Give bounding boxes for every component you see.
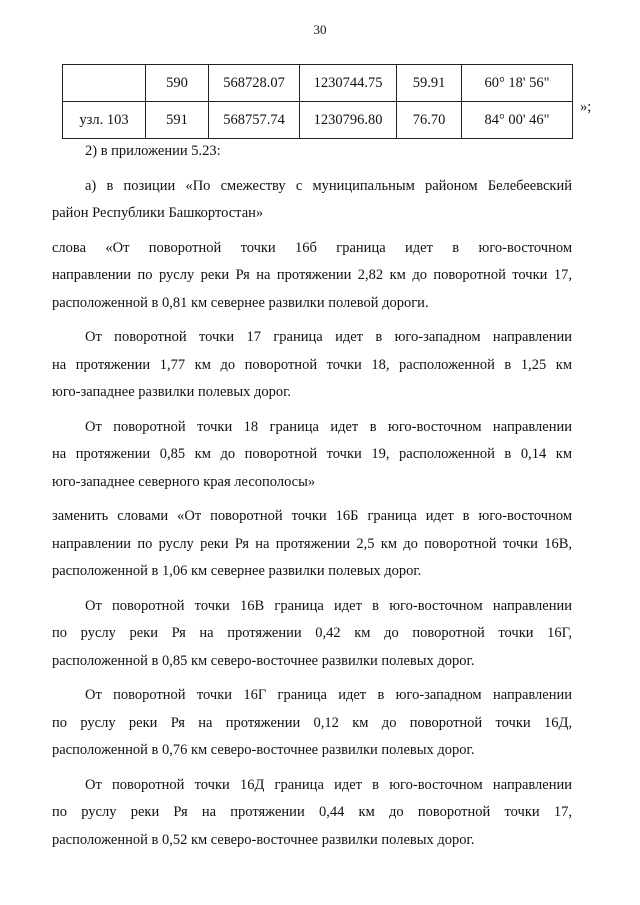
table-cell-distance: 76.70 [397, 102, 462, 139]
text-line: а) в позиции «По смежеству с муниципальным районом Белебеевский [85, 177, 572, 194]
table-cell-y: 1230744.75 [300, 65, 397, 102]
table-cell-point: 591 [146, 102, 209, 139]
table-cell-angle: 60° 18' 56" [462, 65, 573, 102]
paragraph [52, 682, 572, 765]
text-line: слова «От поворотной точки 16б граница идет в юго-восточном [52, 239, 572, 256]
text-line: расположенной в 0,52 км северо-восточнее развилки полевых дорог. [52, 831, 475, 848]
table-cell-x: 568728.07 [209, 65, 300, 102]
text-line: расположенной в 0,85 км северо-восточнее развилки полевых дорог. [52, 652, 475, 669]
paragraph [52, 138, 572, 166]
text-line: юго-западнее северного края лесополосы» [52, 473, 316, 490]
page-number: 30 [313, 22, 327, 37]
text-line: расположенной в 0,76 км северо-восточнее развилки полевых дорог. [52, 742, 475, 758]
table-row [63, 102, 573, 139]
text-line: расположенной в 1,06 км севернее развилки полевых дорог. [52, 563, 422, 579]
text-line: 2) в приложении 5.23: [85, 143, 221, 159]
text-line: на протяжении 1,77 км до поворотной точки 18, расположенной в 1,25 км [52, 356, 572, 373]
table-cell-angle: 84° 00' 46" [462, 102, 573, 139]
paragraph [52, 772, 572, 855]
paragraph [52, 593, 572, 676]
text-line: направлении по руслу реки Ря на протяжении 2,82 км до поворотной точки 17, [52, 267, 572, 283]
text-line: направлении по руслу реки Ря на протяжении 2,5 км до поворотной точки 16В, [52, 535, 572, 552]
paragraph [52, 173, 572, 228]
text-line: От поворотной точки 16В граница идет в юго-восточном направлении [85, 597, 572, 614]
paragraph [52, 503, 572, 586]
text-line: От поворотной точки 16Д граница идет в юго-восточном направлении [85, 776, 572, 793]
text-line: по руслу реки Ря на протяжении 0,12 км до поворотной точки 16Д, [52, 714, 572, 731]
text-line: заменить словами «От поворотной точки 16Б граница идет в юго-восточном [52, 508, 572, 524]
paragraph [52, 414, 572, 497]
text-line: расположенной в 0,81 км севернее развилки полевой дороги. [52, 294, 429, 311]
table-cell-y: 1230796.80 [300, 102, 397, 139]
text-line: по руслу реки Ря на протяжении 0,44 км до поворотной точки 17, [52, 804, 572, 820]
text-line: по руслу реки Ря на протяжении 0,42 км до поворотной точки 16Г, [52, 625, 572, 641]
document-body [52, 138, 572, 861]
table-closing-quote: »; [580, 99, 592, 115]
text-line: юго-западнее развилки полевых дорог. [52, 384, 292, 400]
text-line: От поворотной точки 18 граница идет в юго-восточном направлении [85, 418, 572, 435]
table-row [63, 65, 573, 102]
table-cell-distance: 59.91 [397, 65, 462, 102]
text-line: район Республики Башкортостан» [52, 205, 264, 221]
coordinates-table [62, 64, 573, 139]
paragraph [52, 235, 572, 318]
table-cell-x: 568757.74 [209, 102, 300, 139]
table-cell-node: узл. 103 [63, 102, 146, 139]
table-cell-node [63, 65, 146, 102]
text-line: От поворотной точки 17 граница идет в юго-западном направлении [85, 329, 572, 345]
paragraph [52, 324, 572, 407]
text-line: на протяжении 0,85 км до поворотной точки 19, расположенной в 0,14 км [52, 446, 572, 462]
text-line: От поворотной точки 16Г граница идет в юго-западном направлении [85, 687, 572, 703]
table-cell-point: 590 [146, 65, 209, 102]
